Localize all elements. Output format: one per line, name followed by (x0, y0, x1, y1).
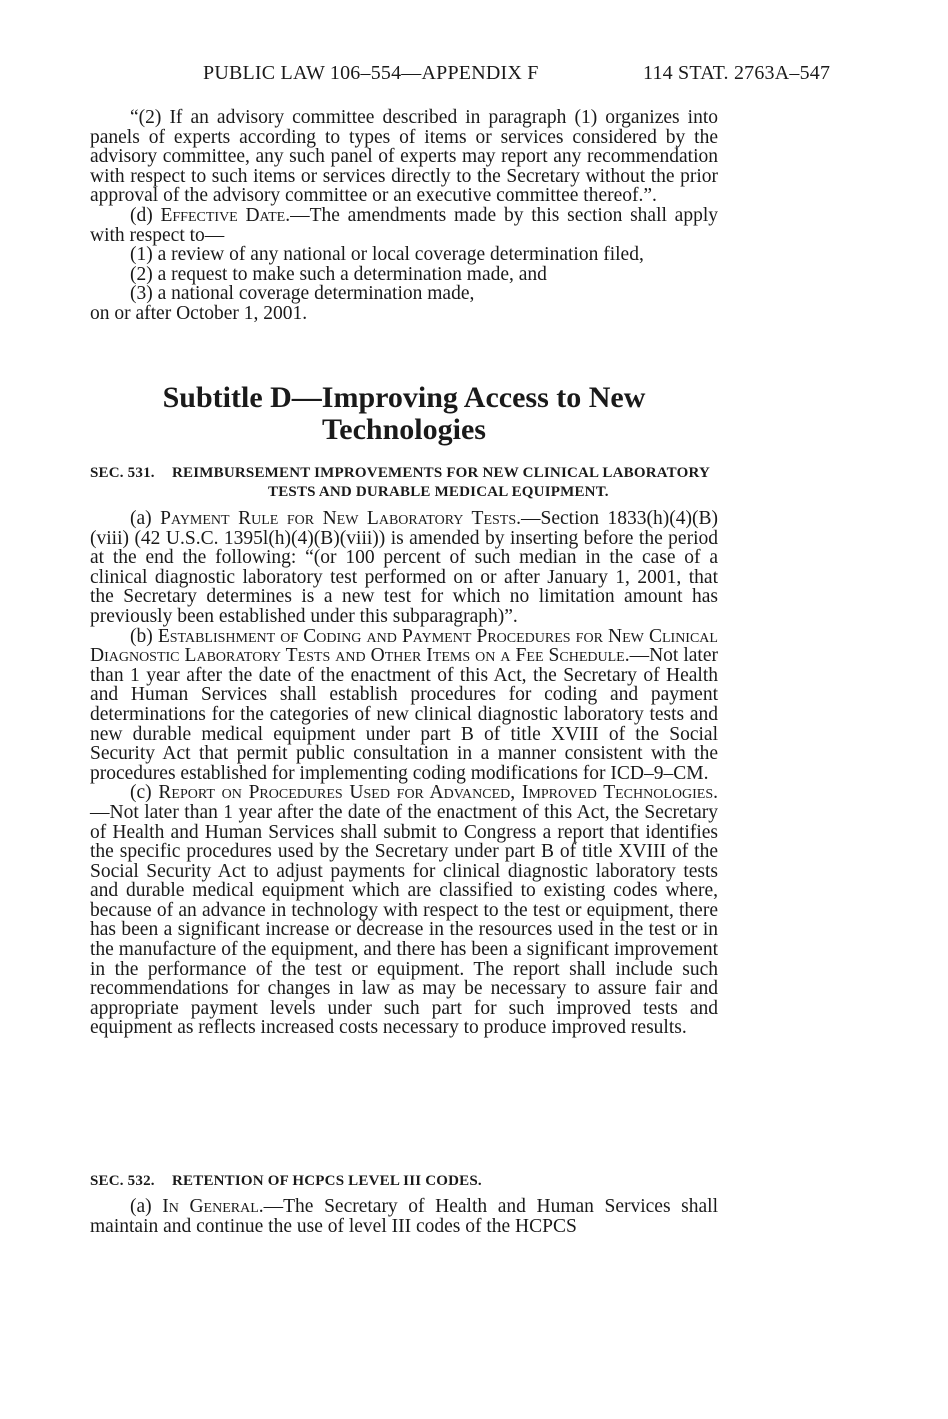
subsection-b-label: (b) (130, 625, 158, 647)
effective-date-paragraph (90, 206, 718, 245)
subtitle-line-1: Subtitle D—Improving Access to New (162, 381, 646, 414)
subsection-a-text: .—Section 1833(h)(4)(B)(viii) (42 U.S.C. 1395l(h)(4)(B)(viii)) is amended by inserting before the period at the end the following: “(or 100 percent of such median in the case of a clinical diagnostic laboratory test performed on or after January 1, 2001, that the Secretary determines is a new test for which no limitation amount has previously been established under this subparagraph)”. (90, 508, 718, 627)
list-item: (2) a request to make such a determination made, and (130, 263, 547, 285)
subsection-c-heading: Report on Procedures Used for Advanced, Improved Technologies (158, 782, 714, 804)
effective-date-text: .—The amendments made by this section shall apply with respect to— (90, 204, 718, 246)
subsection-c-text: .—Not later than 1 year after the date of the enactment of this Act, the Secretary of Health and Human Services shall submit to Congress a report that identifies the specific procedures used by the Secretary under part B of title XVIII of the Social Security Act to adjust payments for clinical diagnostic laboratory tests and durable medical equipment which are classified to existing codes where, because of an advance in technology with respect to the test or equipment, there has been a significant increase or decrease in the resources used in the test or in the manufacture of the equipment, and there has been a significant improvement in the performance of the test or equipment. The report shall include such recommendations for changes in law as may be necessary to assure fair and appropriate payment levels under such part for such improved tests and equipment as reflects increased costs necessary to produce improved results. (90, 782, 718, 1039)
section-531-title: REIMBURSEMENT IMPROVEMENTS FOR NEW CLINICAL LABORATORY TESTS AND DURABLE MEDICAL EQUIPMENT. (172, 465, 710, 500)
subtitle-line-2: Technologies (322, 413, 486, 446)
section-532-heading (90, 1172, 718, 1191)
header-statute-page: 114 STAT. 2763A–547 (643, 62, 831, 84)
section-532-number: SEC. 532. (90, 1173, 155, 1189)
subtitle-heading (90, 382, 718, 446)
header-law-title: PUBLIC LAW 106–554—APPENDIX F (203, 62, 539, 84)
section-531 (90, 464, 718, 1038)
effective-date-heading: Effective Date (160, 204, 286, 226)
section-532-a-text: .—The Secretary of Health and Human Services shall maintain and continue the use of level III codes of the HCPCS (90, 1196, 718, 1237)
subsection-b-text: .—Not later than 1 year after the date of the enactment of this Act, the Secretary of Health and Human Services shall establish procedures for coding and payment determinations for the categories of new clinical diagnostic laboratory tests and new durable medical equipment under part B of title XVIII of the Social Security Act that permit public consultation in a manner consistent with the procedures established for implementing coding modifications for ICD–9–CM. (90, 645, 718, 784)
section-532 (90, 1172, 718, 1236)
subsection-c-label: (c) (130, 782, 159, 804)
section-531-subsection-a (90, 509, 718, 627)
effective-date-closing: on or after October 1, 2001. (90, 302, 308, 324)
paragraph-2-quote: “(2) If an advisory committee described in paragraph (1) organizes into panels of experts according to types of items or services considered by the advisory committee, any such panel of experts may report any recommendation with respect to such items or services directly to the Secretary without the prior approval of the advisory committee or an executive committee thereof.”. (90, 107, 718, 207)
subsection-a-label: (a) (130, 508, 161, 529)
section-531-subsection-c (90, 783, 718, 1038)
section-532-title: RETENTION OF HCPCS LEVEL III CODES. (172, 1173, 482, 1189)
section-532-a-label: (a) (130, 1196, 163, 1217)
section-continuation (90, 108, 718, 324)
subsection-b-heading: Establishment of Coding and Payment Procedures for New Clinical Diagnostic Laboratory Tests and Other Items on a Fee Schedule (90, 625, 718, 667)
list-item: (1) a review of any national or local coverage determination filed, (130, 244, 644, 266)
running-header (203, 62, 863, 88)
section-531-number: SEC. 531. (90, 465, 155, 481)
section-531-heading (90, 464, 718, 502)
effective-date-label: (d) (130, 204, 161, 226)
list-item: (3) a national coverage determination made, (130, 283, 475, 305)
section-531-subsection-b (90, 627, 718, 784)
section-532-a-heading: In General (162, 1196, 259, 1217)
subsection-a-heading: Payment Rule for New Laboratory Tests (160, 508, 517, 529)
section-532-subsection-a (90, 1197, 718, 1236)
